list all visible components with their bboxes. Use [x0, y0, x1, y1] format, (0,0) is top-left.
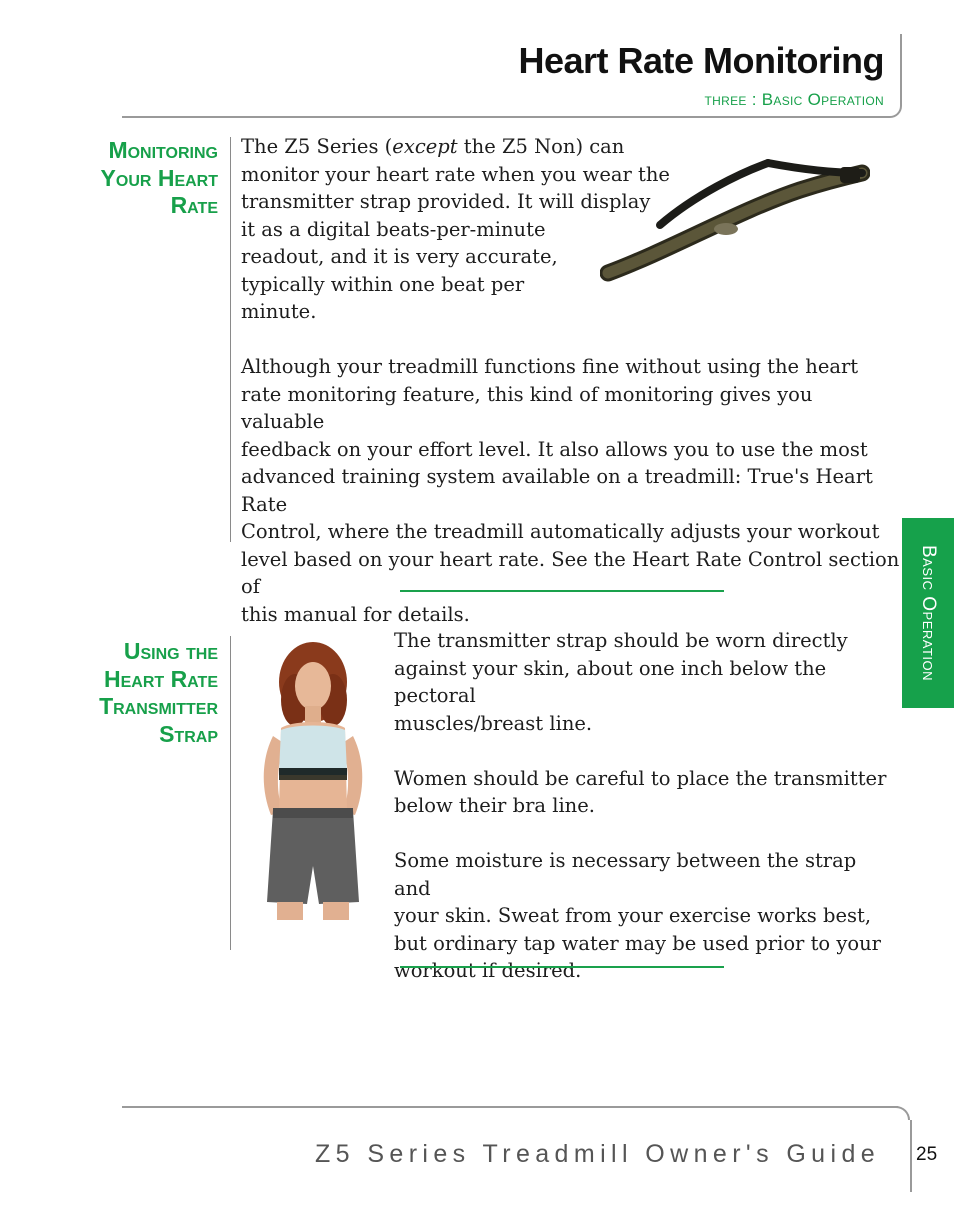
text-line: muscles/breast line. [394, 711, 593, 735]
text-line: below their bra line. [394, 794, 595, 817]
text-line: transmitter strap provided. It will display [241, 190, 651, 213]
text-line: it as a digital beats-per-minute [241, 217, 546, 241]
footer-rule [122, 1106, 898, 1108]
text-line: advanced training system available on a treadmill: True's Heart Rate [241, 465, 873, 516]
page-title: Heart Rate Monitoring [518, 40, 884, 81]
text-line: feedback on your effort level. It also allows you to use the most [241, 437, 868, 461]
text-line: The transmitter strap should be worn directly [394, 629, 848, 652]
text-line: Women should be careful to place the transmitter [394, 766, 887, 790]
chapter-label: three : Basic Operation [704, 90, 884, 109]
text-line: but ordinary tap water may be used prior to your [394, 931, 881, 955]
text-line: readout, and it is very accurate, [241, 245, 558, 268]
section-separator [400, 966, 724, 968]
paragraph [394, 847, 899, 985]
footer-corner [896, 1106, 910, 1120]
chest-strap-image [600, 155, 870, 285]
text-line: workout if desired. [394, 959, 582, 982]
section-heading-monitoring [101, 137, 218, 220]
woman-wearing-strap-photo [243, 640, 383, 920]
text-line: level based on your heart rate. See the Heart Rate Control section of [241, 547, 900, 598]
section-separator [400, 590, 724, 592]
footer-title: Z5 Series Treadmill Owner's Guide [315, 1140, 881, 1168]
page-number: 25 [916, 1144, 938, 1165]
text-line: Some moisture is necessary between the strap and [394, 849, 857, 900]
text-line: minute. [241, 300, 317, 323]
text-line: against your skin, about one inch below the pectoral [394, 656, 827, 707]
paragraph [394, 627, 899, 737]
heading-line: Transmitter [99, 693, 218, 719]
text-line: The Z5 Series (except the Z5 Non) can [241, 135, 625, 158]
heading-line: Heart Rate [104, 665, 218, 692]
heading-line: Using the [123, 638, 218, 664]
section-divider-line [230, 137, 231, 542]
text-line: rate monitoring feature, this kind of monitoring gives you valuable [241, 382, 813, 433]
section-divider-line [230, 636, 231, 950]
heading-line: Monitoring [108, 137, 218, 163]
text-line: your skin. Sweat from your exercise works best, [394, 904, 872, 927]
footer-vertical-rule [910, 1120, 912, 1192]
text-line: typically within one beat per [241, 272, 525, 296]
paragraph [394, 765, 899, 820]
text-line: Although your treadmill functions fine without using the heart [241, 355, 859, 378]
emphasis-text: except [392, 135, 458, 158]
heading-line: Strap [159, 720, 218, 747]
section-1-paragraph-2 [241, 353, 901, 628]
text-line: Control, where the treadmill automatically adjusts your workout [241, 520, 880, 543]
text-line: this manual for details. [241, 602, 470, 626]
section-heading-transmitter-strap [99, 638, 218, 748]
section-2-text [394, 627, 899, 985]
text-line: monitor your heart rate when you wear the [241, 162, 670, 186]
heading-line: Your Heart [100, 164, 218, 191]
side-tab-label: Basic Operation [918, 544, 939, 682]
chapter-side-tab [902, 518, 954, 708]
heading-line: Rate [170, 192, 218, 218]
